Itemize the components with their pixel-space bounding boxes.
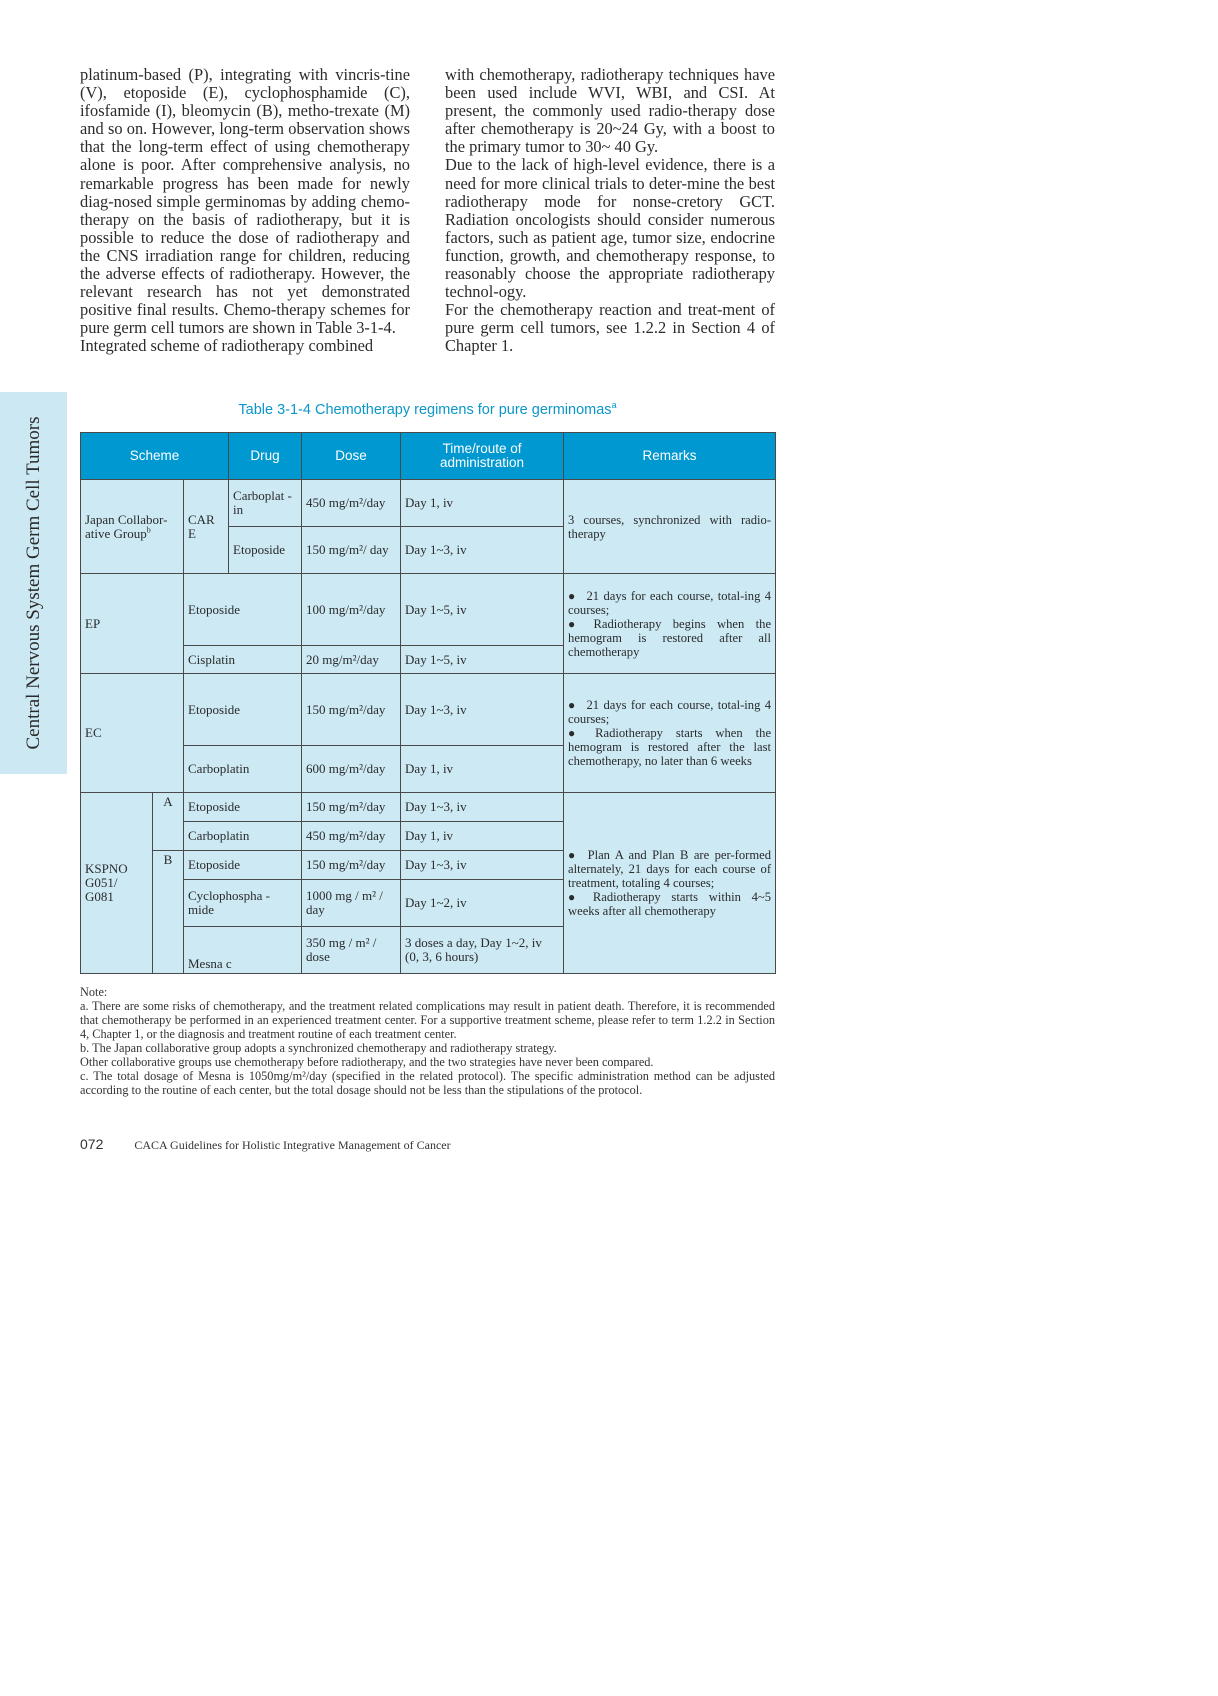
- dose-cell: 150 mg/m²/day: [302, 793, 401, 822]
- drug-cell: Cyclophospha - mide: [184, 880, 302, 927]
- remarks-kspno: ● Plan A and Plan B are per-formed alternately, 21 days for each course of treatment, totaling 4 courses; ● Radiotherapy starts within 4~5 weeks after all chemotherapy: [564, 793, 776, 974]
- dose-cell: 450 mg/m²/day: [302, 822, 401, 851]
- scheme-japan-sub: CAR E: [184, 480, 229, 574]
- header-scheme: Scheme: [81, 433, 229, 480]
- table-notes: [80, 985, 775, 1097]
- dose-cell: 150 mg/m²/day: [302, 851, 401, 880]
- left-paragraph-1: platinum-based (P), integrating with vincris-tine (V), etoposide (E), cyclophosphamide (C), ifosfamide (I), bleomycin (B), metho-trexate (M) and so on. However, long-term observation shows that the long-term effect of using chemotherapy alone is poor. After comprehensive analysis, no remarkable progress has been made for newly diag-nosed simple germinomas by adding chemo-therapy on the basis of radiotherapy, but it is possible to reduce the dose of radiotherapy and the CNS irradiation range for children, reducing the adverse effects of radiotherapy. However, the relevant research has not yet demonstrated positive final results. Chemo-therapy schemes for pure germ cell tumors are shown in Table 3-1-4.: [80, 65, 410, 338]
- drug-cell: Etoposide: [184, 674, 302, 746]
- table-row: [81, 574, 776, 646]
- header-time-route: Time/route of administration: [401, 433, 564, 480]
- remarks-ec: ● 21 days for each course, total-ing 4 courses; ● Radiotherapy starts when the hemogram is restored after the last chemotherapy, no later than 6 weeks: [564, 674, 776, 793]
- note-other: Other collaborative groups use chemotherapy before radiotherapy, and the two strategies have never been compared.: [80, 1055, 654, 1069]
- bullet-icon: ●: [568, 698, 577, 712]
- scheme-japan: Japan Collabor-ative Group$^b$: [81, 480, 184, 574]
- note-b: b. The Japan collaborative group adopts a synchronized chemotherapy and radiotherapy strategy.: [80, 1041, 557, 1055]
- dose-cell: 450 mg/m²/day: [302, 480, 401, 527]
- drug-cell: Etoposide: [229, 527, 302, 574]
- drug-cell: Carboplatin: [184, 822, 302, 851]
- right-paragraph-3: For the chemotherapy reaction and treat-ment of pure germ cell tumors, see 1.2.2 in Section 4 of Chapter 1.: [445, 300, 775, 356]
- time-cell: 3 doses a day, Day 1~2, iv (0, 3, 6 hours): [401, 927, 564, 974]
- time-cell: Day 1~2, iv: [401, 880, 564, 927]
- drug-cell: Cisplatin: [184, 646, 302, 674]
- dose-cell: 150 mg/m²/day: [302, 674, 401, 746]
- remarks-japan: 3 courses, synchronized with radio-therapy: [564, 480, 776, 574]
- side-tab: [0, 392, 67, 774]
- dose-cell: 100 mg/m²/day: [302, 574, 401, 646]
- left-column: [80, 66, 410, 356]
- header-drug: Drug: [229, 433, 302, 480]
- book-title: CACA Guidelines for Holistic Integrative Management of Cancer: [134, 1138, 451, 1152]
- dose-cell: 1000 mg / m² / day: [302, 880, 401, 927]
- side-tab-label: Central Nervous System Germ Cell Tumors: [22, 416, 44, 750]
- time-cell: Day 1~3, iv: [401, 851, 564, 880]
- note-heading: Note:: [80, 985, 108, 999]
- bullet-icon: ●: [568, 890, 583, 904]
- dose-cell: 20 mg/m²/day: [302, 646, 401, 674]
- right-paragraph-1: with chemotherapy, radiotherapy techniques have been used include WVI, WBI, and CSI. At present, the commonly used radio-therapy dose after chemotherapy is 20~24 Gy, with a boost to the primary tumor to 30~ 40 Gy.: [445, 65, 775, 157]
- scheme-kspno: KSPNO G051/ G081: [81, 793, 153, 974]
- dose-cell: 600 mg/m²/day: [302, 746, 401, 793]
- time-cell: Day 1~3, iv: [401, 527, 564, 574]
- dose-cell: 350 mg / m² / dose: [302, 927, 401, 974]
- time-cell: Day 1~5, iv: [401, 574, 564, 646]
- time-cell: Day 1, iv: [401, 822, 564, 851]
- bullet-icon: ●: [568, 726, 586, 740]
- note-a: a. There are some risks of chemotherapy, and the treatment related complications may result in patient death. Therefore, it is recommended that chemotherapy be performed in an experienced treatment center. For a supportive treatment scheme, please refer to term 1.2.2 in Section 4, Chapter 1, or the diagnosis and treatment routine of each treatment center.: [80, 999, 775, 1041]
- header-dose: Dose: [302, 433, 401, 480]
- plan-a-label: A: [153, 793, 184, 851]
- bullet-icon: ●: [568, 616, 584, 631]
- table-row: [81, 480, 776, 527]
- time-cell: Day 1, iv: [401, 746, 564, 793]
- table-caption: [80, 402, 775, 418]
- right-paragraph-2: Due to the lack of high-level evidence, there is a need for more clinical trials to deter-mine the best radiotherapy mode for nonse-cretory GCT. Radiation oncologists should consider numerous factors, such as patient age, tumor size, endocrine function, growth, and chemotherapy response, to reasonably choose the appropriate radiotherapy technol-ogy.: [445, 155, 775, 302]
- page-footer: [80, 1136, 775, 1153]
- page-number: 072: [80, 1136, 104, 1152]
- table-row: [81, 793, 776, 822]
- scheme-ec: EC: [81, 674, 184, 793]
- bullet-icon: ●: [568, 848, 578, 862]
- bullet-icon: ●: [568, 588, 577, 603]
- time-cell: Day 1~3, iv: [401, 674, 564, 746]
- scheme-ep: EP: [81, 574, 184, 674]
- remarks-ep: ● 21 days for each course, total-ing 4 courses; ● Radiotherapy begins when the hemogram is restored after all chemotherapy: [564, 574, 776, 674]
- plan-b-label: B: [153, 851, 184, 974]
- table-row: [81, 674, 776, 746]
- header-remarks: Remarks: [564, 433, 776, 480]
- drug-cell: Etoposide: [184, 574, 302, 646]
- drug-cell: Mesna c: [184, 927, 302, 974]
- time-cell: Day 1~5, iv: [401, 646, 564, 674]
- left-paragraph-2: Integrated scheme of radiotherapy combined: [80, 336, 374, 356]
- note-c: c. The total dosage of Mesna is 1050mg/m²/day (specified in the related protocol). The specific administration method can be adjusted according to the routine of each center, but the total dosage should not be less than the stipulations of the protocol.: [80, 1069, 775, 1097]
- table-caption-text: Table 3-1-4 Chemotherapy regimens for pure germinomas: [238, 402, 612, 418]
- time-cell: Day 1, iv: [401, 480, 564, 527]
- table-caption-sup: a: [611, 400, 617, 411]
- dose-cell: 150 mg/m²/ day: [302, 527, 401, 574]
- drug-cell: Carboplatin: [184, 746, 302, 793]
- regimen-table: [80, 432, 776, 974]
- right-column: [445, 66, 775, 356]
- drug-cell: Etoposide: [184, 851, 302, 880]
- drug-cell: Etoposide: [184, 793, 302, 822]
- table-header-row: [81, 433, 776, 480]
- time-cell: Day 1~3, iv: [401, 793, 564, 822]
- drug-cell: Carboplat - in: [229, 480, 302, 527]
